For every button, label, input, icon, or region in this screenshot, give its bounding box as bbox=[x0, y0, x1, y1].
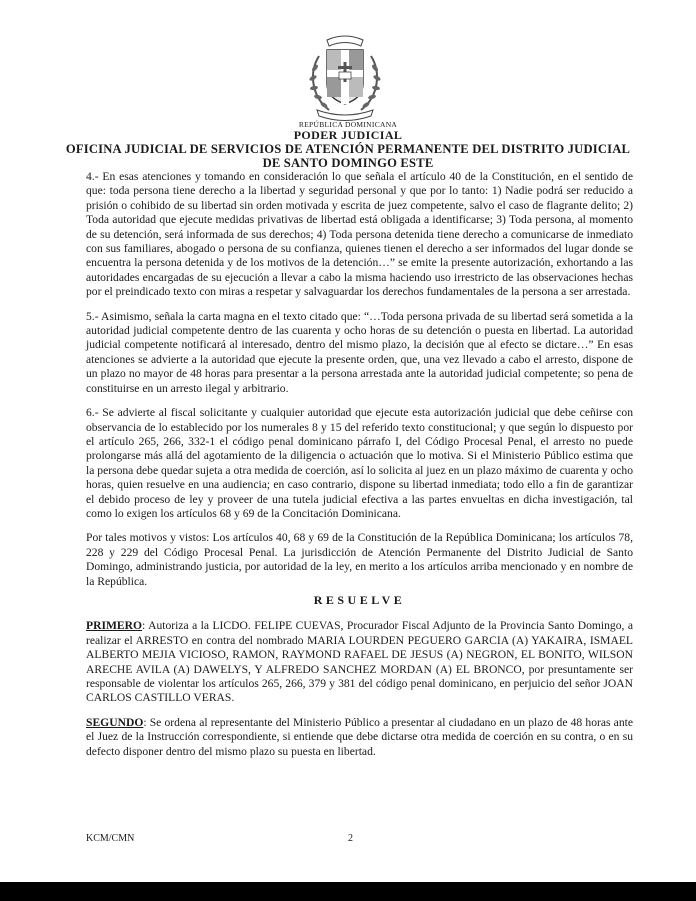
segundo-text: : Se ordena al representante del Ministerio Público a presentar al ciudadano en un plazo de 48 horas ante el Juez de la Instrucción correspondiente, si entiende que debe dictarse otra medida de coerción en su contra, o en su defecto disponer dentro del mismo plazo su puesta en libertad. bbox=[86, 715, 633, 758]
page-number: 2 bbox=[348, 833, 353, 844]
office-title-line-1: OFICINA JUDICIAL DE SERVICIOS DE ATENCIÓN PERMANENTE DEL DISTRITO JUDICIAL bbox=[65, 142, 631, 156]
segundo-label: SEGUNDO bbox=[86, 715, 144, 729]
ruling-segundo bbox=[86, 716, 633, 759]
paragraph-6: 6.- Se advierte al fiscal solicitante y cualquier autoridad que ejecute esta autorización judicial que debe ceñirse con observancia de lo establecido por los numerales 8 y 15 del referido texto constitucional; y que según lo dispuesto por el artículo 265, 266, 332-1 el código penal dominicano párrafo I, del Código Procesal Penal, el arresto no puede prolongarse más allá del agotamiento de la diligencia o actuación que lo motiva. Si el Ministerio Público estima que la persona debe quedar sujeta a otra medida de coerción, así lo solicita al juez en un plazo máximo de cuarenta y ocho horas, quien resuelve en una audiencia; en caso contrario, dispone su libertad inmediata; todo ello a fin de garantizar el debido proceso de ley y proveer de una tutela judicial efectiva a las partes envueltas en dicha investigación, tal como lo exigen los artículos 68 y 69 de la Concitación Dominicana. bbox=[86, 406, 633, 520]
primero-text: : Autoriza a la LICDO. FELIPE CUEVAS, Procurador Fiscal Adjunto de la Provincia Santo Domingo, a realizar el ARRESTO en contra del nombrado MARIA LOURDEN PEGUERO GARCIA (A) YAKAIRA, ISMAEL ALBERTO MEJIA VICIOSO, RAMON, RAYMOND RAFAEL DE JESUS (A) NEGRON, EL BONITO, WILSON ARECHE AVILA (A) DAWELYS, Y ALFREDO SANCHEZ MORDAN (A) EL BRONCO, por presuntamente ser responsable de violentar los artículos 265, 266, 379 y 381 del código penal dominicano, en perjuicio del señor JOAN CARLOS CASTILLO VERAS. bbox=[86, 619, 633, 705]
footer-initials: KCM/CMN bbox=[86, 833, 135, 844]
institution-title: PODER JUDICIAL bbox=[293, 128, 403, 142]
country-line: REPÚBLICA DOMINICANA bbox=[298, 120, 398, 129]
document-body bbox=[86, 170, 633, 769]
motivos-paragraph: Por tales motivos y vistos: Los artículos 40, 68 y 69 de la Constitución de la República Dominicana; los artículos 78, 228 y 229 del Código Procesal Penal. La jurisdicción de Atención Permanente del Distrito Judicial de Santo Domingo, administrando justicia, por autoridad de la ley, en merito a los artículos arriba mencionado y en nombre de la República. bbox=[86, 531, 633, 588]
paragraph-4: 4.- En esas atenciones y tomando en consideración lo que señala el artículo 40 de la Constitución, en el sentido de que: toda persona tiene derecho a la libertad y seguridad personal y que por lo tanto: 1) Nadie podrá ser reducido a prisión o cohibido de su libertad sin orden motivada y escrita de juez competente, salvo el caso de flagrante delito; 2) Toda autoridad que ejecute medidas privativas de libertad está obligada a identificarse; 3) Toda persona, al momento de su detención, será informada de sus derechos; 4) Toda persona detenida tiene derecho a comunicarse de inmediato con sus familiares, abogado o persona de su confianza, quienes tienen el derecho a ser informados del lugar donde se encuentra la persona detenida y de los motivos de la detención…” se emite la presente autorización, exhortando a las autoridades encargadas de su ejecución a llevar a cabo la misma haciendo uso irrestricto de las observaciones hechas por el preindicado texto con miras a respetar y salvaguardar los derechos fundamentales de la persona a ser arrestada. bbox=[86, 170, 633, 299]
resuelve-heading: RESUELVE bbox=[313, 592, 406, 607]
ruling-primero bbox=[86, 619, 633, 705]
paragraph-5: 5.- Asimismo, señala la carta magna en el texto citado que: “…Toda persona privada de su libertad será sometida a la autoridad judicial competente dentro de las cuarenta y ocho horas de su detención o puesta en libertad. La autoridad judicial competente notificará al interesado, dentro del mismo plazo, la decisión que al efecto se dictare…” En esas atenciones se advierte a la autoridad que ejecute la presente orden, que, una vez llevado a cabo el arresto, dispone de un plazo no mayor de 48 horas para presentar a la persona arrestada ante la autoridad judicial competente; so pena de constituirse en un arresto ilegal y arbitrario. bbox=[86, 309, 633, 395]
coat-of-arms-seal bbox=[305, 26, 385, 122]
primero-label: PRIMERO bbox=[86, 619, 143, 633]
bottom-black-bar bbox=[0, 882, 696, 901]
office-title-line-2: DE SANTO DOMINGO ESTE bbox=[262, 156, 434, 170]
